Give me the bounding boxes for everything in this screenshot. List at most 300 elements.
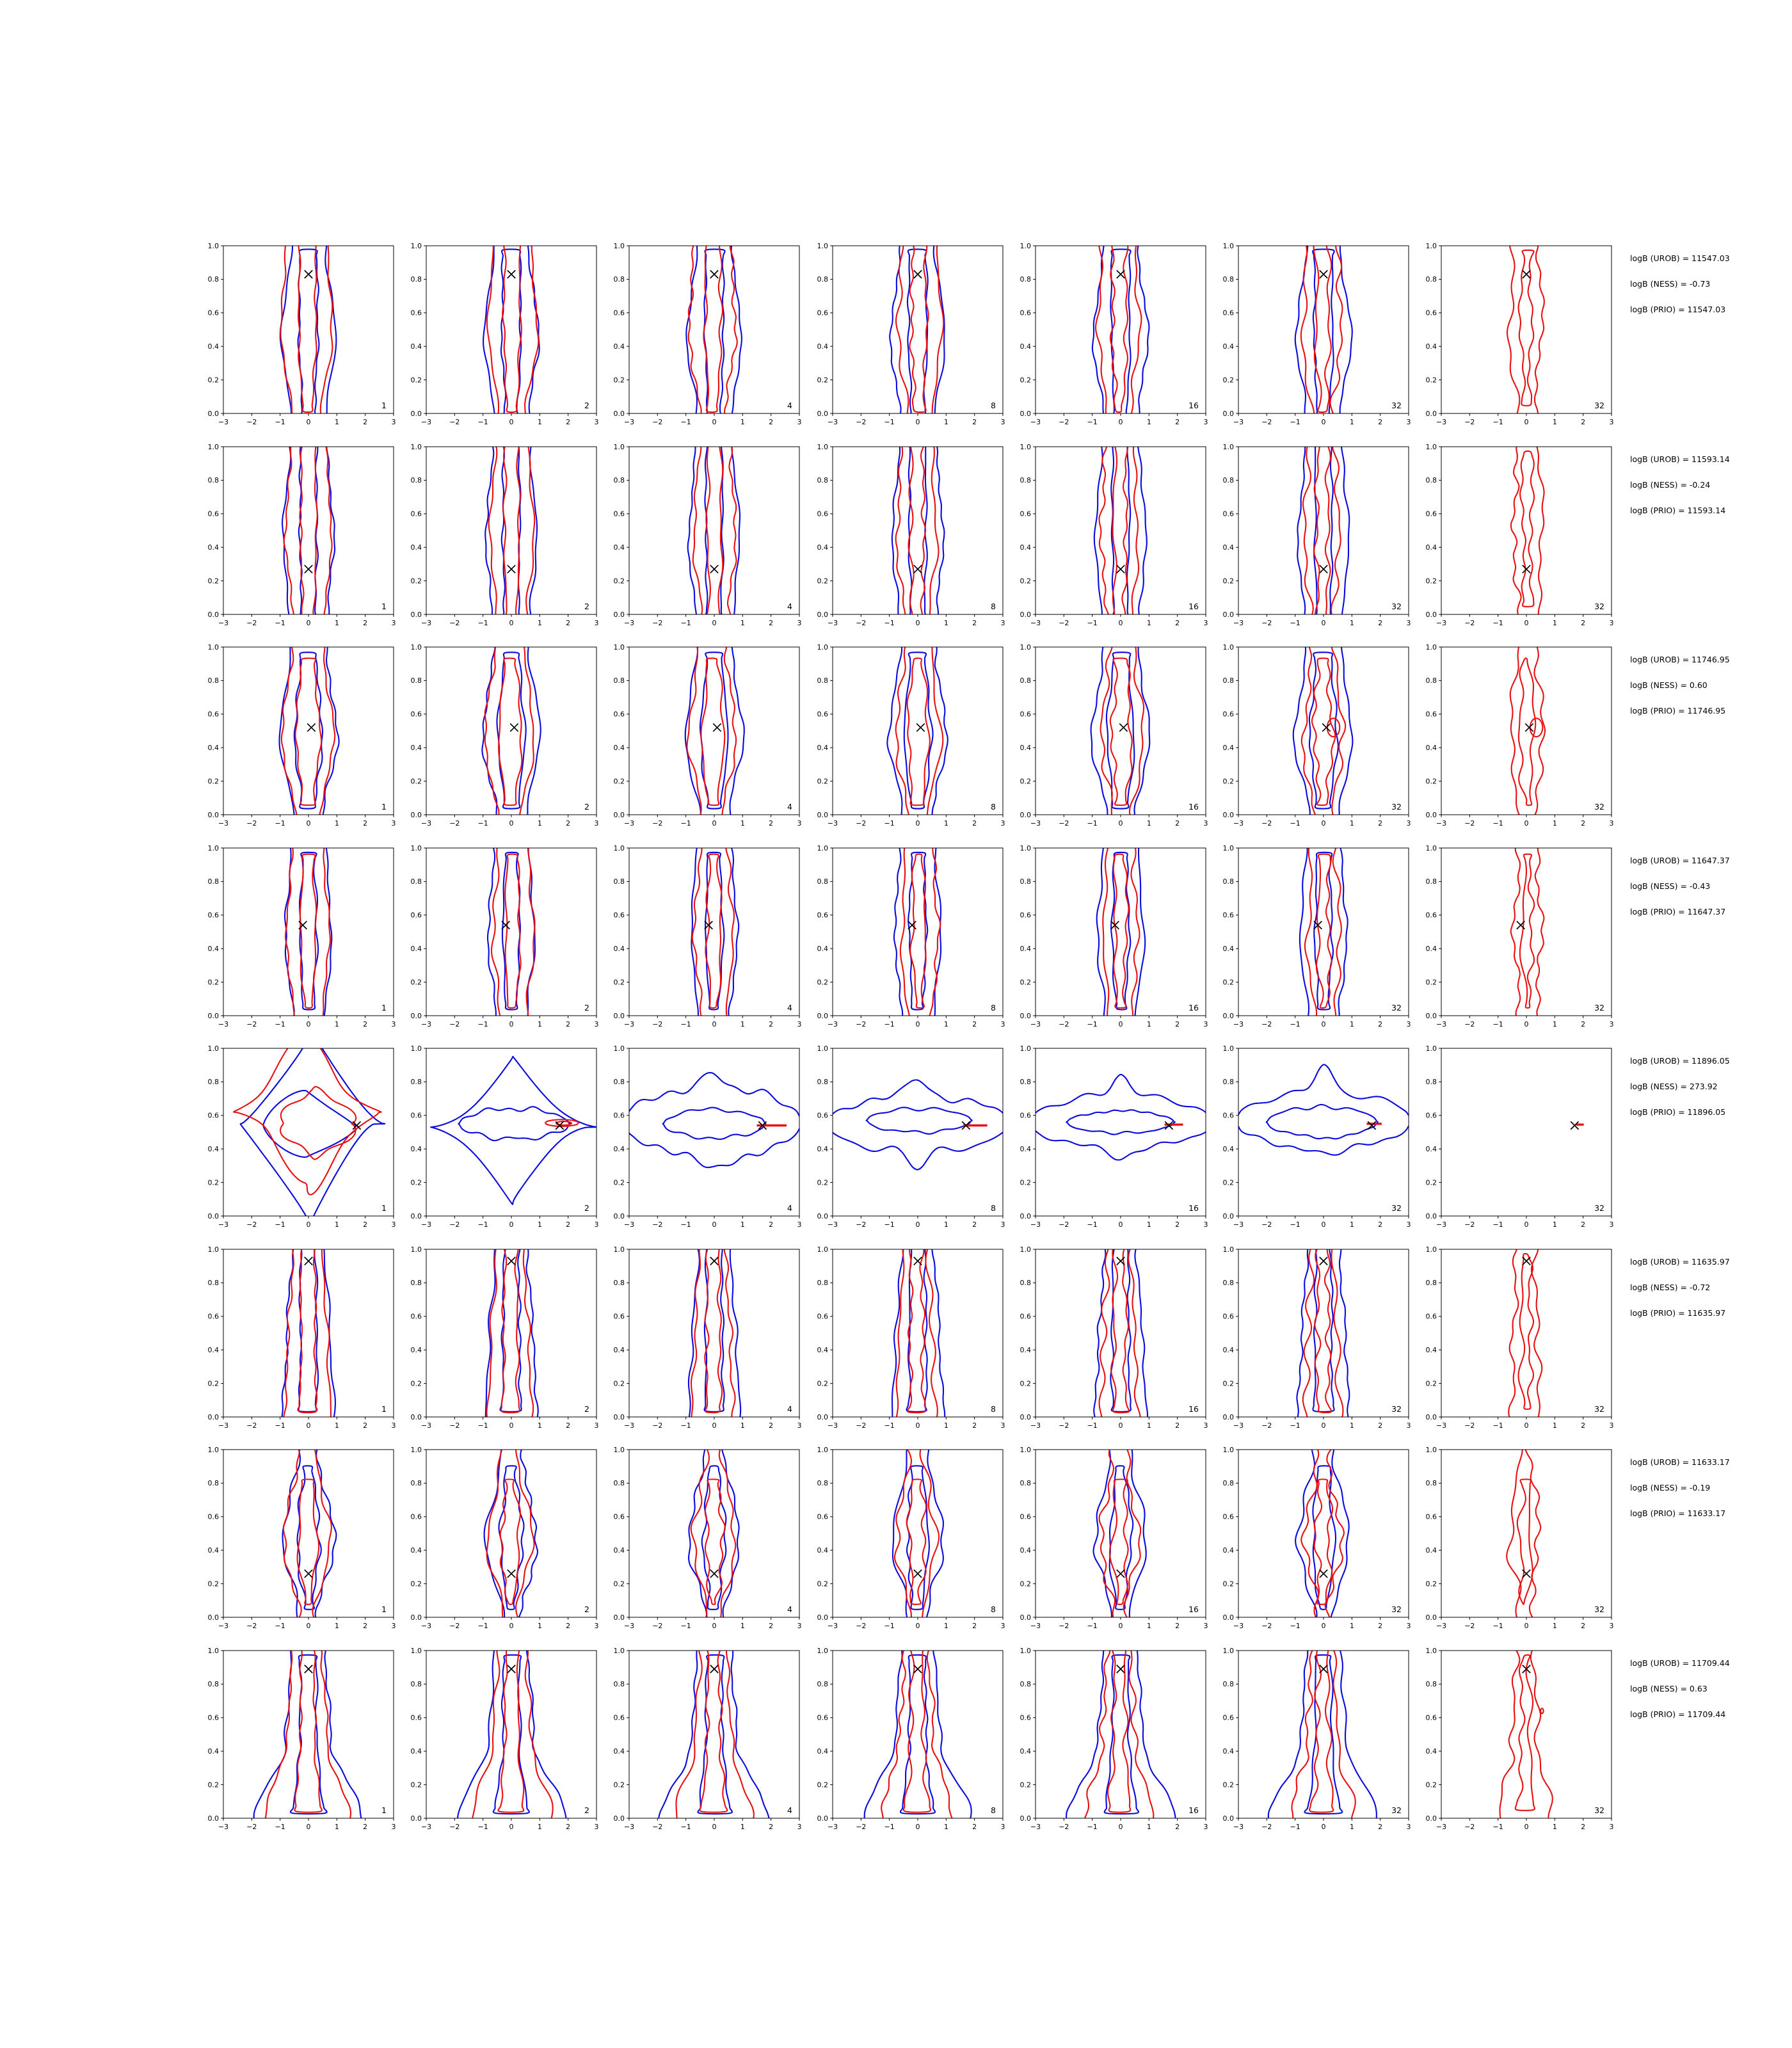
x-tick-label: 2 — [972, 1421, 977, 1430]
x-tick-label: 1 — [740, 1220, 746, 1229]
x-tick-label: −3 — [218, 819, 229, 828]
y-tick-label: 0.0 — [207, 409, 219, 418]
x-tick-label: −1 — [884, 1822, 895, 1831]
x-tick-label: 2 — [1174, 1020, 1180, 1028]
y-tick-label: 1.0 — [1425, 1445, 1437, 1454]
contour-group — [1092, 232, 1149, 428]
subplot-r2c5 — [1004, 439, 1221, 632]
axes-frame — [629, 246, 799, 413]
y-tick-label: 0.4 — [1020, 1345, 1031, 1354]
blue-contour — [688, 432, 740, 628]
x-tick-label: 3 — [1000, 1220, 1005, 1229]
y-tick-label: 0.0 — [207, 610, 219, 619]
y-tick-label: 1.0 — [410, 1044, 422, 1053]
y-tick-label: 0.2 — [613, 1580, 625, 1588]
y-tick-label: 0.8 — [1425, 1479, 1437, 1488]
x-tick-label: 3 — [1000, 418, 1005, 426]
x-tick-label: 1 — [1146, 1020, 1151, 1028]
y-tick-label: 0.8 — [1020, 275, 1031, 284]
contour-group — [279, 1235, 337, 1430]
blue-contour — [279, 1235, 337, 1430]
y-tick-label: 0.2 — [1020, 977, 1031, 986]
x-tick-label: 0 — [712, 1421, 717, 1430]
x-tick-label: −3 — [624, 1020, 635, 1028]
x-tick-label: −3 — [1030, 819, 1041, 828]
y-tick-label: 0.0 — [1222, 1814, 1234, 1823]
y-tick-label: 0.8 — [410, 1479, 422, 1488]
x-tick-label: 2 — [1581, 819, 1586, 828]
x-tick-label: 1 — [1146, 1822, 1151, 1831]
x-tick-label: −2 — [246, 819, 257, 828]
x-tick-label: −1 — [1290, 418, 1300, 426]
red-contour — [1540, 1708, 1543, 1713]
contour-group — [483, 1235, 541, 1430]
axes-frame — [629, 1651, 799, 1818]
y-tick-label: 0.4 — [1222, 744, 1234, 752]
subplot-r2c1 — [191, 439, 409, 632]
x-tick-label: 1 — [1146, 1220, 1151, 1229]
x-tick-label: −3 — [624, 819, 635, 828]
y-tick-label: 0.2 — [207, 777, 219, 786]
y-tick-label: 1.0 — [207, 442, 219, 451]
x-tick-label: −1 — [1290, 819, 1300, 828]
sample-count-label: 4 — [787, 802, 793, 812]
y-tick-label: 0.6 — [1020, 1512, 1031, 1521]
x-marker — [508, 1665, 515, 1672]
y-tick-label: 0.6 — [817, 509, 828, 518]
y-tick-label: 0.4 — [1425, 944, 1437, 953]
y-tick-label: 0.4 — [207, 1345, 219, 1354]
x-tick-label: 2 — [1174, 1220, 1180, 1229]
y-tick-label: 0.8 — [817, 1679, 828, 1688]
x-tick-label: −1 — [1290, 1622, 1300, 1630]
y-tick-label: 0.0 — [817, 1212, 828, 1220]
x-tick-label: −1 — [1087, 1822, 1098, 1831]
contour-group — [1093, 1439, 1146, 1628]
x-tick-label: 1 — [1349, 1622, 1354, 1630]
x-marker — [305, 270, 312, 278]
x-tick-label: −3 — [827, 1622, 838, 1630]
y-tick-label: 0.4 — [410, 1145, 422, 1153]
contour-group — [1295, 232, 1352, 428]
y-tick-label: 0.6 — [1222, 1512, 1234, 1521]
subplot-r3c1 — [191, 639, 409, 833]
y-tick-label: 0.2 — [410, 1780, 422, 1789]
axes-frame — [629, 1249, 799, 1417]
y-tick-label: 1.0 — [1222, 1044, 1234, 1053]
x-tick-label: −3 — [218, 1622, 229, 1630]
x-tick-label: 1 — [334, 1622, 339, 1630]
red-contour — [892, 1238, 938, 1426]
y-tick-label: 0.0 — [1222, 610, 1234, 619]
subplot-r4c5 — [1004, 840, 1221, 1034]
y-tick-label: 0.8 — [410, 676, 422, 685]
x-tick-label: −3 — [624, 1421, 635, 1430]
red-contour — [704, 237, 723, 412]
x-tick-label: −3 — [827, 618, 838, 627]
x-tick-label: 1 — [1553, 819, 1558, 828]
logB-prio-stat: logB (PRIO) = 11593.14 — [1630, 505, 1726, 515]
y-tick-label: 0.4 — [207, 543, 219, 552]
blue-contour — [893, 1439, 943, 1628]
y-tick-label: 0.2 — [1425, 376, 1437, 385]
subplot-r1c1 — [191, 238, 409, 431]
x-tick-label: 0 — [712, 618, 717, 627]
x-tick-label: 1 — [1349, 618, 1354, 627]
axes-frame — [426, 1450, 596, 1617]
sample-count-label: 32 — [1391, 1404, 1402, 1414]
y-tick-label: 0.2 — [1222, 1780, 1234, 1789]
logB-ness-stat: logB (NESS) = 0.60 — [1630, 680, 1708, 690]
y-tick-label: 0.4 — [1425, 744, 1437, 752]
axes-frame — [1036, 1450, 1206, 1617]
y-tick-label: 1.0 — [1425, 1646, 1437, 1655]
y-tick-label: 1.0 — [613, 1646, 625, 1655]
subplot-r5c7 — [1406, 1041, 1627, 1234]
x-tick-label: 0 — [1118, 1020, 1123, 1028]
axes-frame — [833, 1048, 1003, 1216]
x-tick-label: −1 — [884, 1622, 895, 1630]
axes-frame — [426, 848, 596, 1016]
y-tick-label: 0.0 — [207, 810, 219, 819]
y-tick-label: 0.8 — [1425, 1278, 1437, 1287]
x-tick-label: 3 — [1609, 1622, 1614, 1630]
x-tick-label: −2 — [1464, 819, 1475, 828]
y-tick-label: 0.8 — [1222, 476, 1234, 484]
y-tick-label: 1.0 — [817, 241, 828, 250]
y-tick-label: 0.0 — [1020, 1412, 1031, 1421]
x-tick-label: −1 — [275, 1220, 285, 1229]
subplot-r3c7 — [1406, 639, 1627, 833]
subplot-r5c5 — [1004, 1041, 1221, 1234]
x-tick-label: −1 — [1492, 1421, 1503, 1430]
axes-frame — [426, 447, 596, 614]
x-tick-label: −1 — [680, 418, 692, 426]
x-tick-label: 0 — [306, 618, 311, 627]
y-tick-label: 0.6 — [1425, 710, 1437, 719]
x-tick-label: 2 — [566, 819, 571, 828]
x-tick-label: −3 — [624, 1822, 635, 1831]
y-tick-label: 0.8 — [613, 676, 625, 685]
x-tick-label: −2 — [1464, 1622, 1475, 1630]
y-tick-label: 0.4 — [817, 1546, 828, 1555]
red-contour — [1103, 837, 1139, 1025]
x-marker — [1523, 270, 1530, 278]
subplot-r8c4 — [801, 1643, 1018, 1836]
y-tick-label: 0.2 — [1425, 1379, 1437, 1388]
x-tick-label: 2 — [1174, 418, 1180, 426]
sample-count-label: 4 — [787, 601, 793, 611]
contour-group — [1510, 636, 1545, 824]
y-tick-label: 0.2 — [817, 777, 828, 786]
x-tick-label: −2 — [449, 1822, 460, 1831]
x-marker — [710, 1570, 718, 1578]
y-tick-label: 1.0 — [613, 241, 625, 250]
blue-contour — [1059, 1636, 1181, 1832]
axes-frame — [629, 447, 799, 614]
y-tick-label: 1.0 — [410, 1646, 422, 1655]
y-tick-label: 0.6 — [207, 1512, 219, 1521]
contour-group — [1092, 1235, 1149, 1430]
y-tick-label: 0.8 — [207, 1078, 219, 1087]
y-tick-label: 0.6 — [1222, 1111, 1234, 1120]
y-tick-label: 0.4 — [207, 744, 219, 752]
y-tick-label: 0.2 — [1222, 1379, 1234, 1388]
y-tick-label: 0.6 — [1020, 1111, 1031, 1120]
y-tick-label: 1.0 — [817, 1245, 828, 1254]
contour-group — [688, 432, 740, 628]
x-tick-label: −2 — [652, 1822, 663, 1831]
x-tick-label: −1 — [1087, 418, 1098, 426]
x-tick-label: −1 — [680, 1220, 692, 1229]
x-tick-label: 2 — [769, 1822, 774, 1831]
x-tick-label: −1 — [275, 1822, 285, 1831]
red-contour — [876, 1640, 959, 1827]
x-tick-label: −1 — [1290, 618, 1300, 627]
logB-ness-stat: logB (NESS) = 0.63 — [1630, 1683, 1708, 1693]
subplot-r4c1 — [191, 840, 409, 1034]
x-tick-label: −1 — [884, 1020, 895, 1028]
contour-group — [1511, 436, 1544, 623]
x-tick-label: 3 — [1609, 1822, 1614, 1831]
x-marker — [710, 565, 718, 573]
y-tick-label: 0.0 — [207, 1212, 219, 1220]
x-tick-label: −3 — [1436, 1220, 1447, 1229]
x-tick-label: 2 — [1581, 1822, 1586, 1831]
x-tick-label: −2 — [449, 1020, 460, 1028]
x-tick-label: 1 — [538, 618, 543, 627]
x-tick-label: −1 — [1492, 1622, 1503, 1630]
red-contour — [705, 1242, 723, 1412]
y-tick-label: 0.2 — [207, 1780, 219, 1789]
y-tick-label: 0.4 — [1222, 543, 1234, 552]
y-tick-label: 0.4 — [410, 1345, 422, 1354]
y-tick-label: 0.0 — [1425, 409, 1437, 418]
y-tick-label: 0.2 — [613, 1178, 625, 1187]
logB-urob-stat: logB (UROB) = 11896.05 — [1630, 1056, 1730, 1066]
red-contour — [284, 436, 332, 623]
x-tick-label: −3 — [1436, 1622, 1447, 1630]
x-tick-label: −2 — [855, 1421, 867, 1430]
red-contour — [503, 440, 520, 618]
y-tick-label: 0.0 — [1020, 1011, 1031, 1020]
x-tick-label: 2 — [1174, 1622, 1180, 1630]
y-tick-label: 0.4 — [613, 543, 625, 552]
y-tick-label: 0.6 — [1425, 1312, 1437, 1321]
x-tick-label: −1 — [1290, 1220, 1300, 1229]
y-tick-label: 0.2 — [1020, 1580, 1031, 1588]
x-marker — [1117, 270, 1124, 278]
subplot-r5c6 — [1206, 1041, 1424, 1234]
y-tick-label: 0.6 — [1222, 509, 1234, 518]
x-tick-label: −3 — [421, 1020, 432, 1028]
y-tick-label: 1.0 — [817, 844, 828, 852]
x-tick-label: 2 — [1174, 618, 1180, 627]
x-tick-label: 0 — [1321, 418, 1326, 426]
x-tick-label: −2 — [246, 1020, 257, 1028]
axes-frame — [1238, 1450, 1409, 1617]
y-tick-label: 0.6 — [613, 911, 625, 920]
x-tick-label: 2 — [1378, 1822, 1383, 1831]
subplot-r8c1 — [191, 1643, 409, 1836]
x-tick-label: −2 — [652, 1020, 663, 1028]
y-tick-label: 0.4 — [1222, 1747, 1234, 1756]
y-tick-label: 0.0 — [207, 1814, 219, 1823]
logB-ness-stat: logB (NESS) = -0.19 — [1630, 1483, 1711, 1492]
contour-group — [431, 1057, 598, 1204]
x-tick-label: 3 — [1406, 1220, 1411, 1229]
y-tick-label: 0.0 — [1020, 409, 1031, 418]
y-tick-label: 0.8 — [1222, 676, 1234, 685]
x-tick-label: 0 — [712, 1220, 717, 1229]
x-tick-label: −1 — [275, 819, 285, 828]
red-contour — [689, 1238, 736, 1426]
logB-prio-stat: logB (PRIO) = 11633.17 — [1630, 1508, 1726, 1518]
sample-count-label: 2 — [584, 802, 590, 812]
x-tick-label: −2 — [1059, 1822, 1069, 1831]
y-tick-label: 0.0 — [613, 1412, 625, 1421]
blue-contour — [1267, 1105, 1378, 1139]
axes-frame — [1441, 246, 1612, 413]
x-tick-label: 1 — [943, 1822, 948, 1831]
x-tick-label: 3 — [391, 1020, 396, 1028]
y-tick-label: 1.0 — [1222, 1245, 1234, 1254]
subplot-r2c3 — [594, 439, 815, 632]
x-tick-label: 0 — [712, 1020, 717, 1028]
x-tick-label: −3 — [1030, 1421, 1041, 1430]
subplot-r1c6 — [1206, 238, 1424, 431]
x-marker — [508, 1257, 515, 1265]
x-tick-label: 3 — [594, 418, 599, 426]
axes-frame — [223, 848, 394, 1016]
x-tick-label: 0 — [915, 418, 920, 426]
x-tick-label: −2 — [1059, 1421, 1069, 1430]
x-tick-label: −3 — [1436, 1020, 1447, 1028]
sample-count-label: 1 — [381, 401, 387, 410]
x-tick-label: 3 — [1000, 618, 1005, 627]
sample-count-label: 1 — [381, 1203, 387, 1213]
subplot-r3c2 — [391, 639, 612, 833]
subplot-r8c5 — [1004, 1643, 1221, 1836]
red-contour — [1303, 436, 1341, 623]
red-contour — [1520, 854, 1534, 1007]
y-tick-label: 0.2 — [1020, 576, 1031, 585]
y-tick-label: 0.2 — [613, 777, 625, 786]
y-tick-label: 0.2 — [1222, 1580, 1234, 1588]
sample-count-label: 32 — [1391, 601, 1402, 611]
red-contour — [691, 1442, 736, 1624]
y-tick-label: 1.0 — [1020, 1646, 1031, 1655]
y-tick-label: 0.6 — [410, 1512, 422, 1521]
y-tick-label: 1.0 — [817, 442, 828, 451]
x-tick-label: 1 — [538, 1622, 543, 1630]
sample-count-label: 32 — [1391, 1805, 1402, 1815]
x-tick-label: −3 — [1233, 1220, 1244, 1229]
blue-contour — [1295, 232, 1352, 428]
subplot-r6c1 — [191, 1242, 409, 1435]
x-tick-label: −2 — [449, 819, 460, 828]
blue-contour — [484, 1439, 538, 1628]
y-tick-label: 1.0 — [207, 1245, 219, 1254]
subplot-r8c6 — [1206, 1643, 1424, 1836]
x-tick-label: −3 — [421, 618, 432, 627]
y-tick-label: 0.0 — [1425, 1814, 1437, 1823]
x-tick-label: −3 — [218, 1822, 229, 1831]
sample-count-label: 16 — [1188, 401, 1199, 410]
x-tick-label: 3 — [797, 1020, 802, 1028]
sample-count-label: 4 — [787, 1404, 793, 1414]
x-marker — [305, 1257, 312, 1265]
x-tick-label: −1 — [477, 1421, 488, 1430]
logB-ness-stat: logB (NESS) = -0.24 — [1630, 479, 1711, 490]
y-tick-label: 1.0 — [1222, 442, 1234, 451]
x-tick-label: 0 — [1118, 1822, 1123, 1831]
x-tick-label: 3 — [1000, 1020, 1005, 1028]
y-tick-label: 0.8 — [410, 877, 422, 886]
x-tick-label: 3 — [1203, 1822, 1208, 1831]
y-tick-label: 0.8 — [1020, 676, 1031, 685]
logB-urob-stat: logB (UROB) = 11647.37 — [1630, 855, 1730, 865]
x-tick-label: 0 — [915, 819, 920, 828]
logB-urob-stat: logB (UROB) = 11633.17 — [1630, 1457, 1730, 1467]
x-tick-label: −1 — [1492, 1020, 1503, 1028]
x-tick-label: 3 — [391, 418, 396, 426]
x-tick-label: −3 — [1233, 418, 1244, 426]
x-tick-label: 3 — [797, 618, 802, 627]
y-tick-label: 0.0 — [613, 810, 625, 819]
x-tick-label: −2 — [652, 819, 663, 828]
x-tick-label: 0 — [915, 618, 920, 627]
y-tick-label: 0.2 — [1020, 777, 1031, 786]
x-tick-label: −3 — [421, 1421, 432, 1430]
sample-count-label: 16 — [1188, 1203, 1199, 1213]
red-contour — [1520, 451, 1534, 606]
blue-contour — [1263, 1636, 1385, 1832]
red-contour — [705, 1479, 725, 1604]
x-tick-label: −3 — [827, 1822, 838, 1831]
y-tick-label: 0.6 — [1020, 1713, 1031, 1722]
y-tick-label: 0.8 — [410, 1278, 422, 1287]
y-tick-label: 0.0 — [1222, 810, 1234, 819]
x-tick-label: 1 — [334, 819, 339, 828]
logB-ness-stat: logB (NESS) = -0.72 — [1630, 1282, 1711, 1292]
y-tick-label: 1.0 — [1425, 241, 1437, 250]
y-tick-label: 0.0 — [1425, 810, 1437, 819]
y-tick-label: 1.0 — [207, 1445, 219, 1454]
x-tick-label: 1 — [943, 819, 948, 828]
x-tick-label: −1 — [1087, 1421, 1098, 1430]
x-tick-label: 0 — [306, 1020, 311, 1028]
y-tick-label: 0.8 — [1425, 1078, 1437, 1087]
contour-group — [623, 1073, 803, 1167]
y-tick-label: 0.8 — [1020, 476, 1031, 484]
subplot-r3c3 — [594, 639, 815, 833]
y-tick-label: 0.0 — [1425, 1412, 1437, 1421]
y-tick-label: 1.0 — [817, 1646, 828, 1655]
x-tick-label: 1 — [943, 1220, 948, 1229]
y-tick-label: 0.4 — [1020, 342, 1031, 351]
x-marker — [1322, 724, 1330, 732]
x-tick-label: −2 — [246, 1822, 257, 1831]
x-tick-label: 1 — [943, 1421, 948, 1430]
subplot-r2c7 — [1406, 439, 1627, 632]
y-tick-label: 0.2 — [410, 1178, 422, 1187]
subplot-r2c4 — [801, 439, 1018, 632]
y-tick-label: 0.8 — [207, 676, 219, 685]
contour-group — [888, 1235, 947, 1430]
y-tick-label: 0.0 — [613, 1212, 625, 1220]
x-tick-label: 2 — [1378, 1020, 1383, 1028]
